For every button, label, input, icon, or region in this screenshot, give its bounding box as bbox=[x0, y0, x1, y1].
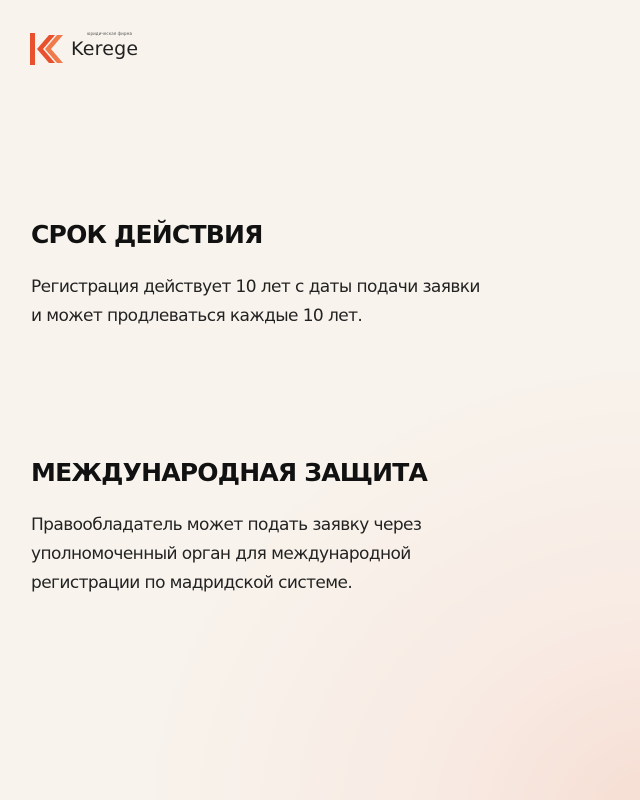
brand-text bbox=[71, 31, 139, 60]
section-text-international bbox=[31, 511, 621, 598]
text-line: уполномоченный орган для международной bbox=[31, 544, 411, 564]
text-line: Правообладатель может подать заявку через bbox=[31, 515, 422, 535]
text-line: Регистрация действует 10 лет с даты подачи заявки bbox=[31, 277, 480, 297]
section-text-validity bbox=[31, 273, 621, 331]
section-title-validity: СРОК ДЕЙСТВИЯ bbox=[31, 220, 263, 249]
brand-tagline: юридическая фирма bbox=[87, 31, 133, 36]
brand-logo bbox=[30, 33, 138, 65]
kerege-logo-icon bbox=[30, 33, 64, 65]
text-line: и может продлеваться каждые 10 лет. bbox=[31, 306, 363, 326]
text-line: регистрации по мадридской системе. bbox=[31, 573, 353, 593]
section-title-international: МЕЖДУНАРОДНАЯ ЗАЩИТА bbox=[31, 458, 428, 487]
brand-name: Kerege bbox=[71, 38, 139, 60]
